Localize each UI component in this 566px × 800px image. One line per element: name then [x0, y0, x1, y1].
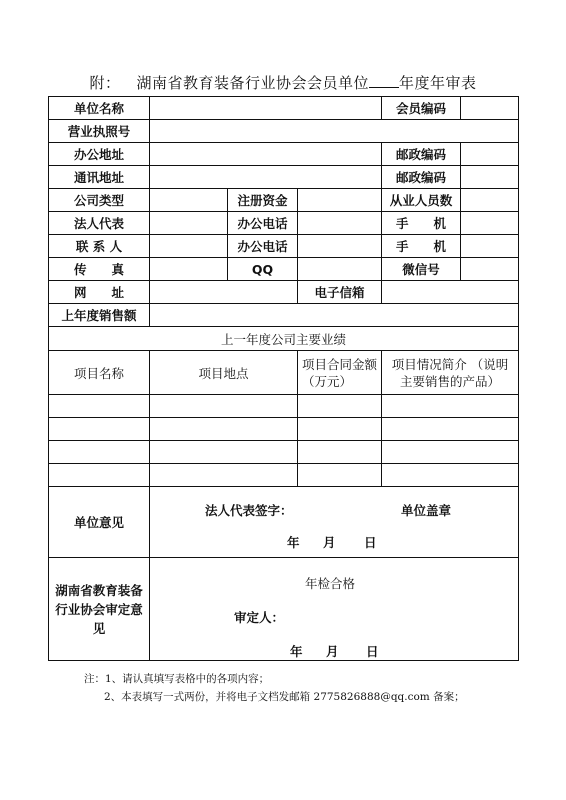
col-project-summary: 项目情况简介 （说明主要销售的产品） [382, 351, 519, 395]
project-location-cell[interactable] [150, 395, 298, 418]
title-main: 湖南省教育装备行业协会会员单位 [136, 74, 369, 92]
reg-capital-value[interactable] [298, 189, 382, 212]
form-title [0, 72, 566, 93]
postcode2-label: 邮政编码 [382, 166, 461, 189]
project-amount-cell[interactable] [298, 395, 382, 418]
project-summary-cell[interactable] [382, 395, 519, 418]
project-summary-cell[interactable] [382, 464, 519, 487]
unit-opinion-cell[interactable] [150, 487, 519, 558]
mail-addr-label: 通讯地址 [49, 166, 150, 189]
project-location-cell[interactable] [150, 464, 298, 487]
wechat-value[interactable] [461, 258, 519, 281]
license-label: 营业执照号 [49, 120, 150, 143]
office-addr-value[interactable] [150, 143, 382, 166]
mobile2-label: 手 机 [382, 235, 461, 258]
office-addr-label: 办公地址 [49, 143, 150, 166]
office-phone2-label: 办公电话 [228, 235, 298, 258]
reviewer-label: 审定人： [234, 610, 285, 625]
project-name-cell[interactable] [49, 418, 150, 441]
office-phone1-value[interactable] [298, 212, 382, 235]
contact-value[interactable] [150, 235, 228, 258]
unit-name-label: 单位名称 [49, 97, 150, 120]
col-project-name: 项目名称 [49, 351, 150, 395]
mobile1-label: 手 机 [382, 212, 461, 235]
company-type-label: 公司类型 [49, 189, 150, 212]
note-1: 注：1、请认真填写表格中的各项内容； [84, 673, 270, 685]
review-year: 年 [290, 644, 303, 659]
title-prefix: 附： [89, 74, 121, 92]
legal-rep-label: 法人代表 [49, 212, 150, 235]
year-blank[interactable] [369, 75, 399, 88]
company-type-value[interactable] [150, 189, 228, 212]
review-form-table [48, 96, 519, 661]
postcode1-value[interactable] [461, 143, 519, 166]
employees-value[interactable] [461, 189, 519, 212]
website-label: 网 址 [49, 281, 150, 304]
postcode2-value[interactable] [461, 166, 519, 189]
qq-label: QQ [228, 258, 298, 281]
review-day: 日 [366, 644, 379, 659]
project-summary-cell[interactable] [382, 441, 519, 464]
project-name-cell[interactable] [49, 395, 150, 418]
title-suffix: 年度年审表 [399, 74, 477, 92]
project-location-cell[interactable] [150, 441, 298, 464]
last-sales-value[interactable] [150, 304, 519, 327]
email-label: 电子信箱 [298, 281, 382, 304]
table-row [49, 464, 519, 487]
opinion-day: 日 [364, 535, 377, 550]
office-phone1-label: 办公电话 [228, 212, 298, 235]
table-row [49, 441, 519, 464]
wechat-label: 微信号 [382, 258, 461, 281]
last-sales-label: 上年度销售额 [49, 304, 150, 327]
postcode1-label: 邮政编码 [382, 143, 461, 166]
form-notes [84, 670, 465, 706]
office-phone2-value[interactable] [298, 235, 382, 258]
member-no-value[interactable] [461, 97, 519, 120]
project-name-cell[interactable] [49, 464, 150, 487]
project-amount-cell[interactable] [298, 464, 382, 487]
review-month: 月 [326, 644, 339, 659]
project-amount-cell[interactable] [298, 418, 382, 441]
mobile1-value[interactable] [461, 212, 519, 235]
fax-value[interactable] [150, 258, 228, 281]
legal-rep-value[interactable] [150, 212, 228, 235]
review-opinion-label: 湖南省教育装备行业协会审定意见 [49, 558, 150, 661]
table-row [49, 418, 519, 441]
col-project-location: 项目地点 [150, 351, 298, 395]
legal-rep-sign-label: 法人代表签字： [205, 503, 293, 518]
unit-seal-label: 单位盖章 [401, 503, 452, 518]
performance-heading: 上一年度公司主要业绩 [49, 327, 519, 351]
opinion-year: 年 [287, 535, 300, 550]
table-row [49, 395, 519, 418]
mobile2-value[interactable] [461, 235, 519, 258]
mail-addr-value[interactable] [150, 166, 382, 189]
qq-value[interactable] [298, 258, 382, 281]
project-location-cell[interactable] [150, 418, 298, 441]
fax-label: 传 真 [49, 258, 150, 281]
reg-capital-label: 注册资金 [228, 189, 298, 212]
email-value[interactable] [382, 281, 519, 304]
member-no-label: 会员编码 [382, 97, 461, 120]
note-2: 2、本表填写一式两份，并将电子文档发邮箱 2775826888@qq.com 备案； [104, 691, 465, 703]
license-value[interactable] [150, 120, 519, 143]
project-amount-cell[interactable] [298, 441, 382, 464]
opinion-month: 月 [323, 535, 336, 550]
unit-name-value[interactable] [150, 97, 382, 120]
contact-label: 联 系 人 [49, 235, 150, 258]
employees-label: 从业人员数 [382, 189, 461, 212]
unit-opinion-label: 单位意见 [49, 487, 150, 558]
review-opinion-cell[interactable] [150, 558, 519, 661]
review-result: 年检合格 [305, 576, 356, 591]
project-name-cell[interactable] [49, 441, 150, 464]
col-contract-amount: 项目合同金额 （万元） [298, 351, 382, 395]
project-summary-cell[interactable] [382, 418, 519, 441]
website-value[interactable] [150, 281, 298, 304]
